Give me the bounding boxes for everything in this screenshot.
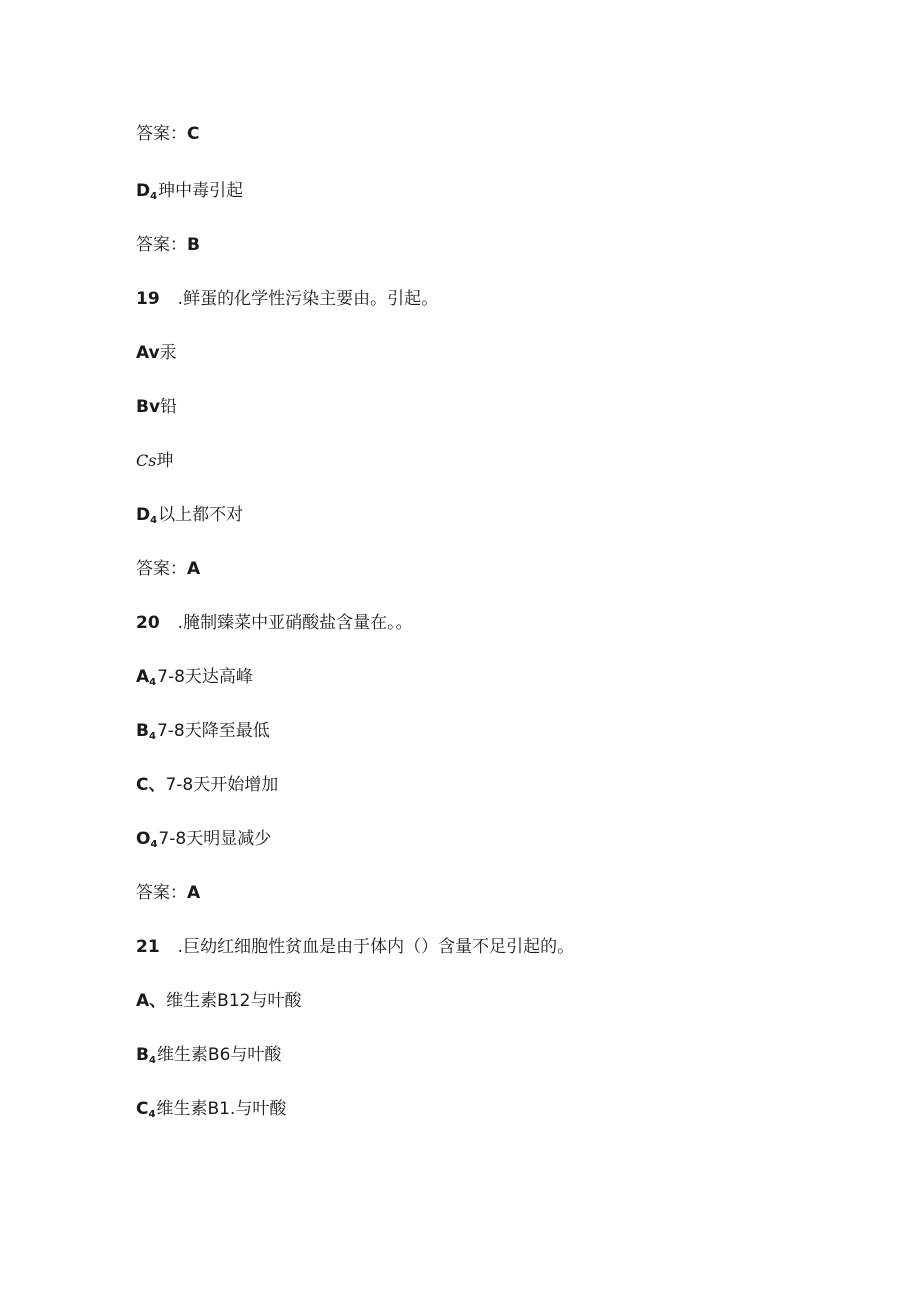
option-letter: C、 bbox=[136, 775, 166, 795]
answer-line bbox=[136, 123, 199, 145]
option-line bbox=[136, 774, 278, 796]
option-letter: Av bbox=[136, 343, 160, 363]
option-text: 汞 bbox=[159, 343, 177, 363]
question-line bbox=[136, 288, 438, 310]
option-line bbox=[136, 1098, 286, 1126]
answer-line bbox=[136, 558, 200, 580]
option-text: 维生素B12与叶酸 bbox=[166, 991, 302, 1011]
option-line bbox=[136, 828, 271, 856]
option-letter: A、 bbox=[136, 991, 167, 1011]
option-marker: 4 bbox=[149, 677, 157, 688]
option-text: 珅中毒引起 bbox=[158, 181, 244, 201]
answer-value: C bbox=[187, 124, 200, 144]
option-letter: Bv bbox=[136, 397, 161, 417]
option-line bbox=[136, 666, 253, 694]
option-line bbox=[136, 720, 270, 748]
question-number: 21 bbox=[136, 937, 160, 957]
question-text: .巨幼红细胞性贫血是由于体内（）含量不足引起的。 bbox=[177, 937, 575, 957]
question-line bbox=[136, 936, 574, 958]
option-line bbox=[136, 180, 243, 208]
answer-label: 答案： bbox=[136, 124, 187, 144]
option-letter: D bbox=[136, 505, 151, 525]
answer-line bbox=[136, 234, 200, 256]
option-text: 7-8天降至最低 bbox=[156, 721, 270, 741]
option-letter: B bbox=[136, 1045, 149, 1065]
option-line bbox=[136, 342, 177, 364]
question-line bbox=[136, 612, 413, 634]
option-line bbox=[136, 450, 173, 472]
option-line bbox=[136, 504, 243, 532]
option-text: 7-8天开始增加 bbox=[165, 775, 279, 795]
option-marker: 4 bbox=[150, 191, 158, 202]
option-marker: 4 bbox=[148, 731, 156, 742]
option-line bbox=[136, 990, 301, 1012]
answer-value: B bbox=[187, 235, 200, 255]
option-letter: Cs bbox=[136, 451, 157, 470]
option-line bbox=[136, 396, 177, 418]
option-line bbox=[136, 1044, 281, 1072]
option-letter: A bbox=[136, 667, 150, 687]
answer-line bbox=[136, 882, 200, 904]
answer-value: A bbox=[187, 559, 201, 579]
option-text: 维生素B1.与叶酸 bbox=[156, 1099, 287, 1119]
answer-value: A bbox=[187, 883, 201, 903]
option-letter: O bbox=[136, 829, 151, 849]
option-letter: C bbox=[136, 1099, 149, 1119]
option-text: 以上都不对 bbox=[158, 505, 244, 525]
answer-label: 答案： bbox=[136, 883, 187, 903]
option-text: 铅 bbox=[160, 397, 178, 417]
answer-label: 答案： bbox=[136, 235, 187, 255]
option-marker: 4 bbox=[148, 1055, 156, 1066]
question-text: .腌制臻菜中亚硝酸盐含量在。。 bbox=[177, 613, 413, 633]
question-text: .鲜蛋的化学性污染主要由。引起。 bbox=[177, 289, 439, 309]
option-text: 珅 bbox=[156, 451, 174, 471]
option-letter: D bbox=[136, 181, 151, 201]
option-marker: 4 bbox=[150, 839, 158, 850]
option-text: 维生素B6与叶酸 bbox=[156, 1045, 282, 1065]
option-text: 7-8天达高峰 bbox=[157, 667, 253, 687]
option-marker: 4 bbox=[148, 1109, 156, 1120]
question-number: 19 bbox=[136, 289, 160, 309]
option-marker: 4 bbox=[150, 515, 158, 526]
option-letter: B bbox=[136, 721, 149, 741]
answer-label: 答案： bbox=[136, 559, 187, 579]
option-text: 7-8天明显减少 bbox=[158, 829, 272, 849]
question-number: 20 bbox=[136, 613, 160, 633]
